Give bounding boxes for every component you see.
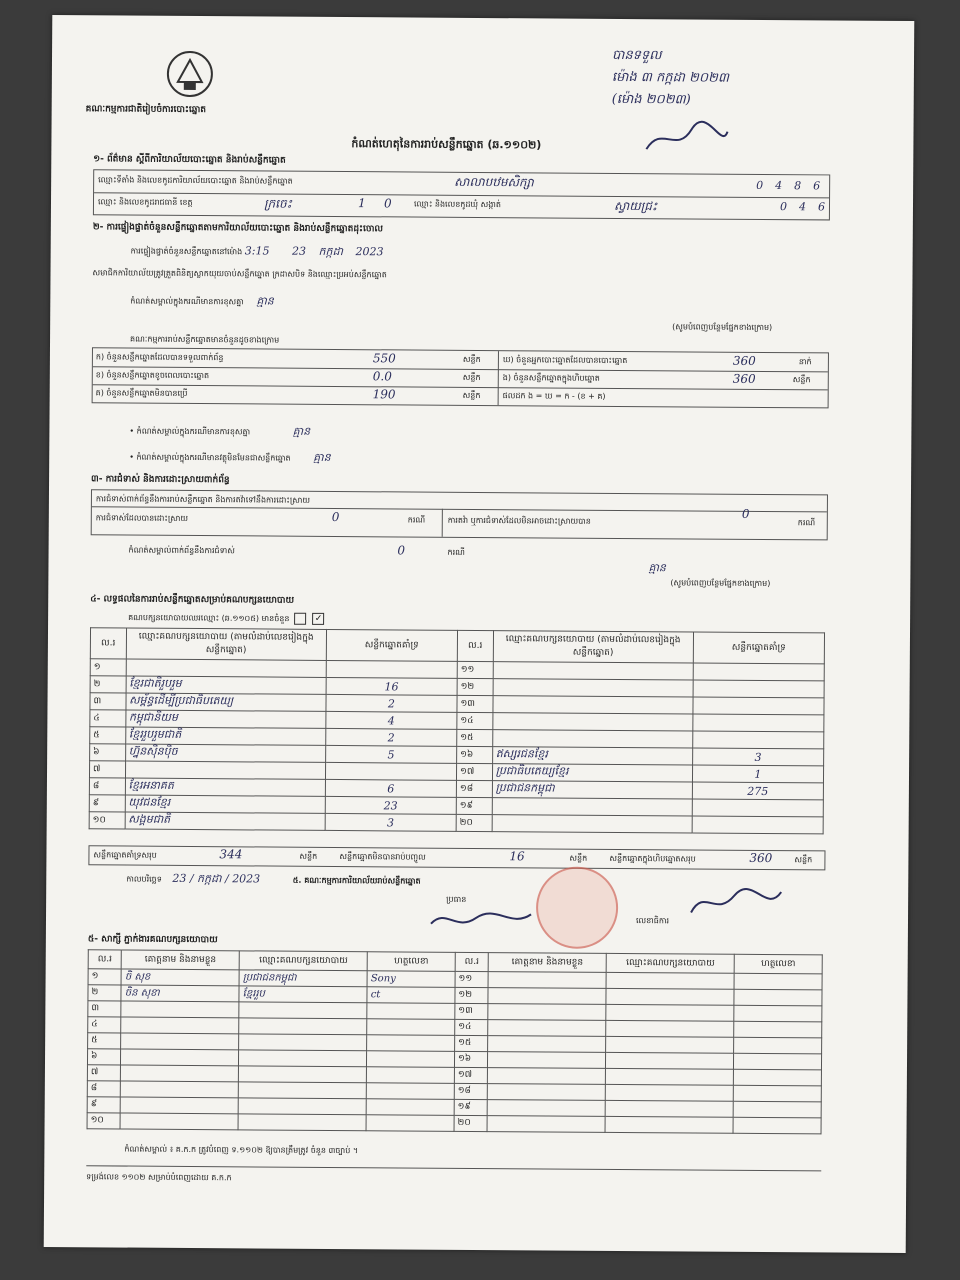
table-cell xyxy=(733,1101,821,1118)
table-cell: កម្ពុជានិយម xyxy=(125,710,325,728)
table-cell xyxy=(606,1052,734,1069)
table-cell: ៤ xyxy=(90,710,126,727)
table-cell xyxy=(367,1035,455,1052)
table-cell xyxy=(487,1084,605,1101)
table-cell xyxy=(693,714,824,732)
formula: ផលដក ង = ឃ = ក - (ខ + គ) xyxy=(502,391,606,401)
section3-note-value: គ្មាន xyxy=(648,561,666,575)
table-cell xyxy=(326,660,457,678)
table-cell: ១៦ xyxy=(457,746,493,763)
commune-label: ឈ្មោះ និងលេខកូដឃុំ សង្កាត់ xyxy=(413,199,501,210)
table-cell xyxy=(606,972,734,989)
table-cell xyxy=(121,1033,239,1050)
table-cell: ៧ xyxy=(87,1065,120,1081)
table-cell: 275 xyxy=(692,782,823,800)
table-cell xyxy=(367,1083,455,1100)
official-seal xyxy=(536,866,619,949)
table-cell: ១០ xyxy=(89,812,125,829)
table-cell xyxy=(493,679,693,697)
table-cell xyxy=(492,798,692,816)
table-cell: ១៣ xyxy=(457,695,493,712)
table-cell: ៩ xyxy=(89,795,125,812)
table-cell xyxy=(606,1004,734,1021)
lead-text: គណៈកម្មការរាប់សន្លឹកឆ្នោតមានចំនួនដូចខាងក្រោម xyxy=(130,334,280,345)
table-cell: ចិន សុខា xyxy=(121,985,239,1002)
table-cell xyxy=(493,696,693,714)
table-cell xyxy=(238,1098,366,1115)
fill-note-3: (សូមបំពេញបន្ថែមផ្នែកខាងក្រោម) xyxy=(670,578,771,589)
count-b-label: ខ) ចំនួនសន្លឹកឆ្នោតខូចពេលបោះឆ្នោត xyxy=(95,370,210,381)
table-cell xyxy=(605,1100,733,1117)
section4-title: ៤- លទ្ធផលនៃការរាប់សន្លឹកឆ្នោតសម្រាប់គណបក្សនយោបាយ xyxy=(90,594,295,606)
table-cell xyxy=(121,1081,239,1098)
table-cell: ៨ xyxy=(89,778,125,795)
table-cell xyxy=(488,1068,606,1085)
table-cell: ១ xyxy=(90,659,126,676)
table-cell: ៧ xyxy=(89,761,125,778)
table-cell: ២០ xyxy=(456,814,492,831)
handwritten-signature-top xyxy=(641,119,731,160)
table-cell: ១១ xyxy=(455,971,488,987)
table-cell: ១៥ xyxy=(457,729,493,746)
table-cell xyxy=(488,972,606,989)
time-value: 3:15 xyxy=(244,244,270,258)
table-cell xyxy=(488,1004,606,1021)
table-cell xyxy=(692,816,823,834)
table-cell xyxy=(325,762,456,780)
objection-row2-value: 0 xyxy=(331,509,340,525)
invalid-total: 16 xyxy=(509,849,525,864)
intro2: សមាជិកការិយាល័យត្រូវត្រួតពិនិត្យស្លាកយុយចាប់សន្លឹកឆ្នោត ក្រដាសបិទ និងឈ្មោះប្រអប់សន្លឹកឆ្នោត xyxy=(92,268,387,280)
section4-lead: គណបក្សនយោបាយឈរឈ្មោះ (ឆ.១១០៥) មានចំនួន ✓ xyxy=(128,612,327,626)
table-cell: ២ xyxy=(90,676,126,693)
count-d-label: ឃ) ចំនួនអ្នកបោះឆ្នោតដែលបានបោះឆ្នោត xyxy=(502,355,628,366)
count-c-value: 190 xyxy=(372,387,396,402)
table-cell: ខ្មែររួបរួមជាតិ xyxy=(125,727,325,745)
station-name-label: ឈ្មោះទីតាំង និងលេខកូដការិយាល័យបោះឆ្នោត និងរាប់សន្លឹកឆ្នោត xyxy=(98,175,293,186)
table-cell xyxy=(492,713,692,731)
table-cell xyxy=(367,1003,455,1020)
ministry-header: គណៈ​កម្មការ​ជាតិ​រៀបចំ​ការ​បោះឆ្នោត xyxy=(85,104,207,116)
table-cell: 3 xyxy=(325,813,456,831)
table-cell xyxy=(492,815,692,833)
checkbox-empty[interactable] xyxy=(294,613,306,625)
table-cell xyxy=(367,1067,455,1084)
station-code-1: 0486 xyxy=(756,178,833,193)
w-col-no: ល.រ xyxy=(88,950,121,969)
table-cell xyxy=(606,1020,734,1037)
objection-row2-label: ការជំទាស់ដែលបានដោះស្រាយ xyxy=(95,513,189,523)
count-b-unit: សន្លឹក xyxy=(462,372,481,383)
table-cell: 3 xyxy=(692,748,823,766)
grand-total: 360 xyxy=(749,850,773,866)
table-cell xyxy=(693,680,824,698)
chair-label: ប្រធាន xyxy=(446,894,467,904)
table-cell: 5 xyxy=(325,745,456,763)
w-col-name: គោត្តនាម និងនាមខ្លួន xyxy=(121,950,239,970)
table-cell: 1 xyxy=(692,765,823,783)
table-cell xyxy=(121,1049,239,1066)
section5-title: ៥- សាក្សី ភ្នាក់ងារគណបក្សនយោបាយ xyxy=(87,934,218,946)
chair-signature xyxy=(426,906,536,935)
table-cell: ១០ xyxy=(87,1113,120,1129)
table-cell: សង្គមជាតិ xyxy=(125,812,325,830)
table-cell: ១២ xyxy=(457,678,493,695)
table-cell: ១៦ xyxy=(454,1051,487,1067)
count-e-unit: សន្លឹក xyxy=(792,375,811,385)
table-cell: ចិ សុខ xyxy=(121,969,239,986)
table-cell xyxy=(605,1084,733,1101)
day-value: 23 xyxy=(291,244,307,258)
table-cell: 2 xyxy=(326,728,457,746)
section1-box xyxy=(93,169,838,220)
table-cell xyxy=(606,988,734,1005)
note-value: គ្មាន xyxy=(256,294,274,308)
col-votes-right: សន្លឹកឆ្នោតគាំទ្រ xyxy=(693,632,824,664)
table-cell xyxy=(606,1036,734,1053)
table-cell xyxy=(488,1052,606,1069)
table-cell xyxy=(487,1116,605,1133)
objection-row3-value: 0 xyxy=(741,506,750,521)
time-text: ការផ្ទៀងផ្ទាត់ចំនួនសន្លឹកឆ្នោតនៅម៉ោង 3:15 23 កក្កដា 2023 xyxy=(130,244,384,259)
note2-label: • កំណត់សម្គាល់ក្នុងករណីមានការខុសគ្នា គ្មាន xyxy=(129,424,311,438)
table-cell xyxy=(239,1002,367,1019)
table-cell xyxy=(734,973,822,990)
note2-value: គ្មាន xyxy=(292,424,311,438)
table-cell xyxy=(488,988,606,1005)
form-title: កំណត់ហេតុនៃការរាប់សន្លឹកឆ្នោត (ឆ.១១០២) xyxy=(351,137,542,152)
table-cell xyxy=(125,761,325,779)
table-cell xyxy=(734,1021,822,1038)
table-cell: 6 xyxy=(325,779,456,797)
w-col-name-right: គោត្តនាម និងនាមខ្លួន xyxy=(488,953,606,973)
table-cell xyxy=(239,1066,367,1083)
section3-title: ៣- ការជំទាស់ និងការដោះស្រាយពាក់ព័ន្ធ xyxy=(91,474,230,486)
count-a-label: ក) ចំនួនសន្លឹកឆ្នោតដែលបានទទួលពាក់ព័ន្ធ xyxy=(95,352,224,363)
table-cell: 2 xyxy=(326,694,457,712)
col-party-right: ឈ្មោះគណបក្សនយោបាយ (តាមលំដាប់លេខរៀងក្នុងសន្លឹកឆ្នោត) xyxy=(493,631,693,663)
received-stamp: បានទទួល ម៉ោង ៣ កក្កដា ២០២៣ (ម៉ោង ២០២៣) xyxy=(611,47,730,108)
table-cell xyxy=(693,697,824,715)
w-col-party: ឈ្មោះគណបក្សនយោបាយ xyxy=(239,951,367,971)
station-code-2: 046 xyxy=(779,200,838,214)
table-cell xyxy=(121,1065,239,1082)
section2-title: ២- ការផ្ទៀងផ្ទាត់ចំនួនសន្លឹកឆ្នោតតាមការិយាល័យបោះឆ្នោត និងរាប់សន្លឹកឆ្នោតដុះចោល xyxy=(92,222,384,235)
count-c-label: គ) ចំនួនសន្លឹកឆ្នោតមិនបានប្រើ xyxy=(95,388,188,398)
results-table xyxy=(89,627,825,834)
table-cell xyxy=(734,1069,822,1086)
table-cell: ប្រជាជនកម្ពុជា xyxy=(239,970,367,987)
valid-total: 344 xyxy=(219,847,243,862)
w-col-sign-right: ហត្ថលេខា xyxy=(734,954,822,974)
table-cell xyxy=(693,731,824,749)
table-cell: ១៧ xyxy=(454,1067,487,1083)
table-cell: ខ្មែររួប xyxy=(239,986,367,1003)
province-code-2: 0 xyxy=(383,196,392,211)
w-col-no-right: ល.រ xyxy=(455,952,488,971)
table-cell: ១៤ xyxy=(457,712,493,729)
table-cell xyxy=(493,662,693,680)
table-cell: 23 xyxy=(325,796,456,814)
note3-value: គ្មាន xyxy=(313,450,331,464)
count-c-unit: សន្លឹក xyxy=(462,390,481,401)
table-cell xyxy=(367,1051,455,1068)
count-a-unit: សន្លឹក xyxy=(462,354,481,365)
table-cell: ៥ xyxy=(90,727,126,744)
table-cell xyxy=(367,1019,455,1036)
table-cell: ៤ xyxy=(88,1017,121,1033)
table-cell: ៨ xyxy=(87,1081,120,1097)
section1-title: ១- ព័ត៌មាន ស្តីពីការិយាល័យបោះឆ្នោត និងរាប់សន្លឹកឆ្នោត xyxy=(93,154,286,166)
table-cell: ១៧ xyxy=(456,763,492,780)
table-cell: ប្រជាជនកម្ពុជា xyxy=(492,781,692,799)
objection-row1: ការជំទាស់ពាក់ព័ន្ធនឹងការរាប់សន្លឹកឆ្នោត និងការតវ៉ាទៅនឹងការដោះស្រាយ xyxy=(95,494,311,505)
witness-table xyxy=(87,949,823,1134)
table-cell: ៣ xyxy=(88,1001,121,1017)
table-cell xyxy=(492,730,692,748)
footnote: កំណត់សម្គាល់ ៖ គ.ក.ក ត្រូវបំពេញ ទ.១១០២ ឱ្យបានត្រឹមត្រូវ ចំនួន ៣ច្បាប់ ។ xyxy=(124,1144,359,1156)
table-cell: ១១ xyxy=(457,661,493,678)
table-cell xyxy=(239,1034,367,1051)
counts-box xyxy=(92,347,829,408)
table-cell xyxy=(734,1053,822,1070)
year-value: 2023 xyxy=(355,245,384,259)
col-no-right: ល.រ xyxy=(457,630,493,661)
table-cell xyxy=(692,799,823,817)
table-cell xyxy=(733,1085,821,1102)
table-cell: ៦ xyxy=(90,744,126,761)
province-value: ក្រចេះ xyxy=(263,196,292,211)
emblem-logo xyxy=(164,48,216,100)
col-party: ឈ្មោះគណបក្សនយោបាយ (តាមលំដាប់លេខរៀងក្នុងសន្លឹកឆ្នោត) xyxy=(126,628,326,660)
table-cell xyxy=(238,1114,366,1131)
secretary-label: លេខាធិការ xyxy=(635,916,670,926)
table-cell xyxy=(120,1097,238,1114)
table-cell: ៣ xyxy=(90,693,126,710)
table-cell xyxy=(734,1037,822,1054)
table-cell xyxy=(120,1113,238,1130)
table-cell: ឥស្សរជនខ្មែរ xyxy=(492,747,692,765)
w-col-sign: ហត្ថលេខា xyxy=(367,952,455,972)
table-cell xyxy=(488,1036,606,1053)
table-cell: ១៩ xyxy=(456,797,492,814)
count-a-value: 550 xyxy=(372,351,396,366)
date-value: 23 / កក្កដា / 2023 xyxy=(172,871,261,886)
table-cell: ហ្វ៊ុនស៊ិនប៉ិច xyxy=(125,744,325,762)
table-cell: ខ្មែរជាតិរួបរួម xyxy=(126,676,326,694)
table-cell xyxy=(488,1020,606,1037)
date-row: កាលបរិច្ឆេទ 23 / កក្កដា / 2023 ៥. គណៈកម្មការការិយាល័យរាប់សន្លឹកឆ្នោត xyxy=(126,871,421,886)
commune-value: ស្វាយជ្រះ xyxy=(613,198,658,214)
objection-row4-value: 0 xyxy=(397,543,406,558)
fill-note-1: (សូមបំពេញបន្ថែមផ្នែកខាងក្រោម) xyxy=(672,322,773,333)
table-cell xyxy=(239,1050,367,1067)
section3-note: កំណត់សម្គាល់ពាក់ព័ន្ធនឹងការជំទាស់ 0 ករណី xyxy=(128,543,465,558)
table-cell: ៩ xyxy=(87,1097,120,1113)
table-cell xyxy=(693,663,824,681)
table-cell: ១៨ xyxy=(456,780,492,797)
count-e-label: ង) ចំនួនសន្លឹកឆ្នោតក្នុងហិបឆ្នោត xyxy=(502,373,600,383)
table-cell: Sony xyxy=(367,971,455,988)
table-cell: ct xyxy=(367,987,455,1004)
form-footer: ទម្រង់លេខ ១១០២ សម្រាប់បំពេញដោយ គ.ក.ក xyxy=(86,1172,232,1183)
col-no: ល.រ xyxy=(90,628,126,659)
table-cell: ១៥ xyxy=(455,1035,488,1051)
table-cell: សម្ព័ន្ធដើម្បីប្រជាធិបតេយ្យ xyxy=(126,693,326,711)
province-code-1: 1 xyxy=(357,196,366,211)
table-cell xyxy=(121,1001,239,1018)
table-cell: ១៨ xyxy=(454,1083,487,1099)
table-cell xyxy=(734,989,822,1006)
table-cell: ៦ xyxy=(87,1049,120,1065)
w-col-party-right: ឈ្មោះគណបក្សនយោបាយ xyxy=(606,953,734,973)
table-cell xyxy=(487,1100,605,1117)
table-cell xyxy=(238,1082,366,1099)
table-cell: ១ xyxy=(88,969,121,985)
table-cell: ១៩ xyxy=(454,1099,487,1115)
table-cell xyxy=(121,1017,239,1034)
table-cell xyxy=(606,1068,734,1085)
table-cell xyxy=(126,659,326,677)
secretary-signature xyxy=(686,877,786,928)
table-cell xyxy=(734,1005,822,1022)
count-b-value: 0.0 xyxy=(372,369,392,384)
table-cell xyxy=(605,1116,733,1133)
table-cell: ខ្មែរអនាគត xyxy=(125,778,325,796)
note3-label: • កំណត់សម្គាល់ក្នុងករណីមានវត្ថុមិនមែនជាសន្លឹកឆ្នោត គ្មាន xyxy=(129,450,331,464)
col-votes: សន្លឹកឆ្នោតគាំទ្រ xyxy=(326,629,457,661)
checkbox-checked[interactable]: ✓ xyxy=(313,613,325,625)
province-label: ឈ្មោះ និងលេខកូដរាជធានី ខេត្ត xyxy=(97,197,193,207)
count-d-unit: នាក់ xyxy=(798,357,812,367)
table-cell: 4 xyxy=(326,711,457,729)
table-cell xyxy=(366,1115,454,1132)
table-cell: ប្រជាធិបតេយ្យខ្មែរ xyxy=(492,764,692,782)
table-cell: ១៤ xyxy=(455,1019,488,1035)
table-cell: ៥ xyxy=(88,1033,121,1049)
table-cell: ២០ xyxy=(454,1115,487,1131)
table-cell: យុវជនខ្មែរ xyxy=(125,795,325,813)
table-cell: ១២ xyxy=(455,987,488,1003)
month-value: កក្កដា xyxy=(318,244,344,259)
table-cell: ២ xyxy=(88,985,121,1001)
note-label: កំណត់សម្គាល់ក្នុងករណីមានការខុសគ្នា គ្មាន xyxy=(130,294,274,308)
form-sheet xyxy=(44,15,915,1253)
objection-row3-unit: ករណី xyxy=(797,518,816,528)
table-cell: ១៣ xyxy=(455,1003,488,1019)
totals-row: សន្លឹកឆ្នោតគាំទ្រសរុប 344 សន្លឹក សន្លឹកឆ្នោតមិនបានរាប់បញ្ចូល 16 សន្លឹក សន្លឹកឆ្នោតក្នុងហិបឆ្នោតសរុប 360 សន្លឹក xyxy=(88,845,825,870)
objection-box xyxy=(91,489,828,540)
table-cell xyxy=(366,1099,454,1116)
objection-row2-unit: ករណី xyxy=(407,515,426,525)
count-d-value: 360 xyxy=(732,353,756,368)
table-cell xyxy=(733,1117,821,1134)
table-cell: 16 xyxy=(326,677,457,695)
station-name-value: សាលាបឋមសិក្សា xyxy=(454,174,534,190)
objection-row3-label: ការតវ៉ា ឬការជំទាស់ដែលមិនអាចដោះស្រាយបាន xyxy=(447,515,591,526)
count-e-value: 360 xyxy=(732,371,756,386)
table-cell xyxy=(239,1018,367,1035)
